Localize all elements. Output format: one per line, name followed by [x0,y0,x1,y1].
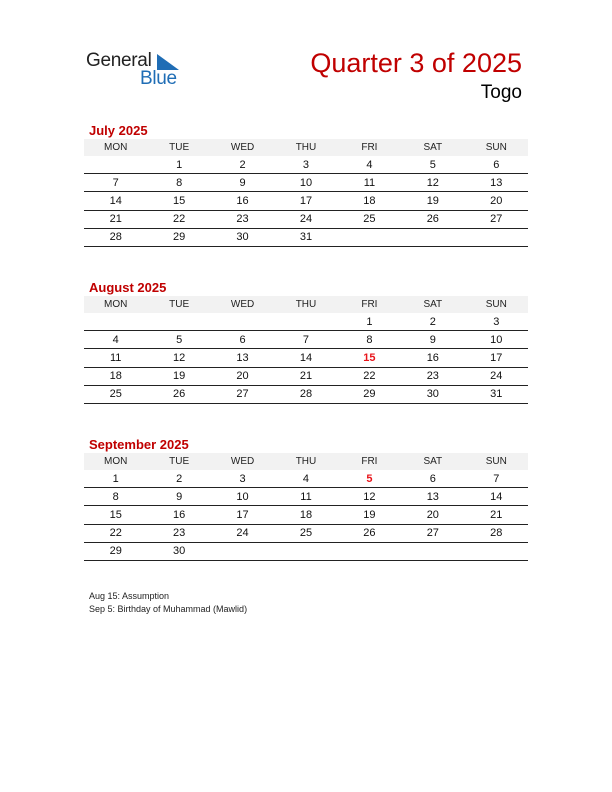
empty-day-cell [84,313,147,331]
day-cell: 3 [465,313,528,331]
day-cell: 22 [338,367,401,385]
week-row [84,210,528,228]
day-cell: 6 [465,156,528,174]
day-cell: 30 [147,542,210,560]
day-cell: 20 [401,506,464,524]
empty-day-cell [465,228,528,246]
month-title: July 2025 [89,123,148,138]
day-cell: 22 [84,524,147,542]
day-cell: 14 [465,488,528,506]
day-cell: 14 [84,192,147,210]
day-cell: 11 [84,349,147,367]
day-cell: 7 [84,174,147,192]
day-cell: 23 [401,367,464,385]
day-cell: 16 [401,349,464,367]
weekday-header: TUE [147,453,210,470]
month-title: September 2025 [89,437,189,452]
week-row [84,506,528,524]
month-calendar [84,279,528,404]
holiday-note: Sep 5: Birthday of Muhammad (Mawlid) [89,603,248,614]
weekday-header-row [84,139,528,156]
day-cell: 17 [274,192,337,210]
week-row [84,367,528,385]
month-calendar [84,122,528,247]
day-cell: 8 [147,174,210,192]
empty-day-cell [274,542,337,560]
day-cell: 7 [465,470,528,488]
weekday-header: SAT [401,453,464,470]
day-cell: 2 [211,156,274,174]
week-row [84,349,528,367]
day-cell: 14 [274,349,337,367]
logo-text-general: General [86,50,152,71]
empty-day-cell [401,228,464,246]
day-cell: 27 [465,210,528,228]
day-cell: 8 [338,331,401,349]
month-table [84,139,528,247]
day-cell: 24 [465,367,528,385]
day-cell: 30 [211,228,274,246]
day-cell: 19 [338,506,401,524]
day-cell: 29 [338,385,401,403]
day-cell: 15 [84,506,147,524]
weekday-header: WED [211,453,274,470]
day-cell: 11 [274,488,337,506]
day-cell: 17 [465,349,528,367]
weekday-header: TUE [147,139,210,156]
weekday-header: FRI [338,296,401,313]
day-cell: 20 [211,367,274,385]
weekday-header: SAT [401,296,464,313]
day-cell: 18 [338,192,401,210]
day-cell: 12 [338,488,401,506]
day-cell: 23 [211,210,274,228]
day-cell: 21 [274,367,337,385]
empty-day-cell [211,313,274,331]
day-cell: 8 [84,488,147,506]
empty-day-cell [338,228,401,246]
weekday-header: MON [84,453,147,470]
day-cell: 22 [147,210,210,228]
empty-day-cell [274,313,337,331]
week-row [84,228,528,246]
day-cell: 3 [274,156,337,174]
day-cell: 3 [211,470,274,488]
generalblue-logo [86,50,186,90]
day-cell: 30 [401,385,464,403]
day-cell: 25 [338,210,401,228]
day-cell: 29 [84,542,147,560]
week-row [84,313,528,331]
day-cell: 21 [84,210,147,228]
holiday-note: Aug 15: Assumption [89,591,170,601]
day-cell: 27 [211,385,274,403]
day-cell: 7 [274,331,337,349]
day-cell: 18 [84,367,147,385]
day-cell: 5 [147,331,210,349]
day-cell: 2 [401,313,464,331]
empty-day-cell [338,542,401,560]
day-cell: 1 [338,313,401,331]
week-row [84,156,528,174]
day-cell: 25 [84,385,147,403]
weekday-header: FRI [338,453,401,470]
day-cell: 13 [465,174,528,192]
day-cell: 1 [84,470,147,488]
weekday-header: TUE [147,296,210,313]
weekday-header: THU [274,296,337,313]
day-cell: 5 [338,470,401,488]
day-cell: 27 [401,524,464,542]
logo-text-blue: Blue [140,68,177,89]
day-cell: 10 [465,331,528,349]
day-cell: 4 [84,331,147,349]
week-row [84,385,528,403]
day-cell: 9 [211,174,274,192]
day-cell: 25 [274,524,337,542]
day-cell: 24 [211,524,274,542]
week-row [84,470,528,488]
day-cell: 18 [274,506,337,524]
day-cell: 26 [338,524,401,542]
day-cell: 5 [401,156,464,174]
weekday-header: THU [274,453,337,470]
weekday-header: SUN [465,453,528,470]
day-cell: 17 [211,506,274,524]
holiday-notes [89,590,247,615]
day-cell: 28 [274,385,337,403]
weekday-header: WED [211,296,274,313]
page-title: Quarter 3 of 2025 [310,48,522,78]
country-name: Togo [480,82,522,103]
day-cell: 26 [401,210,464,228]
weekday-header-row [84,296,528,313]
day-cell: 15 [338,349,401,367]
weekday-header: MON [84,296,147,313]
day-cell: 10 [274,174,337,192]
day-cell: 4 [338,156,401,174]
weekday-header: FRI [338,139,401,156]
day-cell: 4 [274,470,337,488]
day-cell: 24 [274,210,337,228]
empty-day-cell [147,313,210,331]
day-cell: 26 [147,385,210,403]
week-row [84,524,528,542]
day-cell: 1 [147,156,210,174]
weekday-header: SUN [465,139,528,156]
month-table [84,453,528,561]
weekday-header: SAT [401,139,464,156]
weekday-header-row [84,453,528,470]
empty-day-cell [211,542,274,560]
day-cell: 9 [147,488,210,506]
day-cell: 16 [147,506,210,524]
day-cell: 23 [147,524,210,542]
week-row [84,192,528,210]
week-row [84,542,528,560]
day-cell: 6 [401,470,464,488]
month-table [84,296,528,404]
empty-day-cell [465,542,528,560]
day-cell: 19 [401,192,464,210]
day-cell: 2 [147,470,210,488]
empty-day-cell [84,156,147,174]
day-cell: 12 [147,349,210,367]
month-calendar [84,436,528,561]
day-cell: 29 [147,228,210,246]
day-cell: 16 [211,192,274,210]
month-title: August 2025 [89,280,167,295]
day-cell: 21 [465,506,528,524]
empty-day-cell [401,542,464,560]
day-cell: 9 [401,331,464,349]
week-row [84,331,528,349]
day-cell: 11 [338,174,401,192]
day-cell: 15 [147,192,210,210]
day-cell: 10 [211,488,274,506]
day-cell: 19 [147,367,210,385]
day-cell: 13 [401,488,464,506]
day-cell: 28 [465,524,528,542]
weekday-header: WED [211,139,274,156]
day-cell: 12 [401,174,464,192]
day-cell: 28 [84,228,147,246]
day-cell: 31 [465,385,528,403]
week-row [84,488,528,506]
day-cell: 31 [274,228,337,246]
weekday-header: SUN [465,296,528,313]
weekday-header: MON [84,139,147,156]
day-cell: 13 [211,349,274,367]
week-row [84,174,528,192]
weekday-header: THU [274,139,337,156]
day-cell: 6 [211,331,274,349]
day-cell: 20 [465,192,528,210]
